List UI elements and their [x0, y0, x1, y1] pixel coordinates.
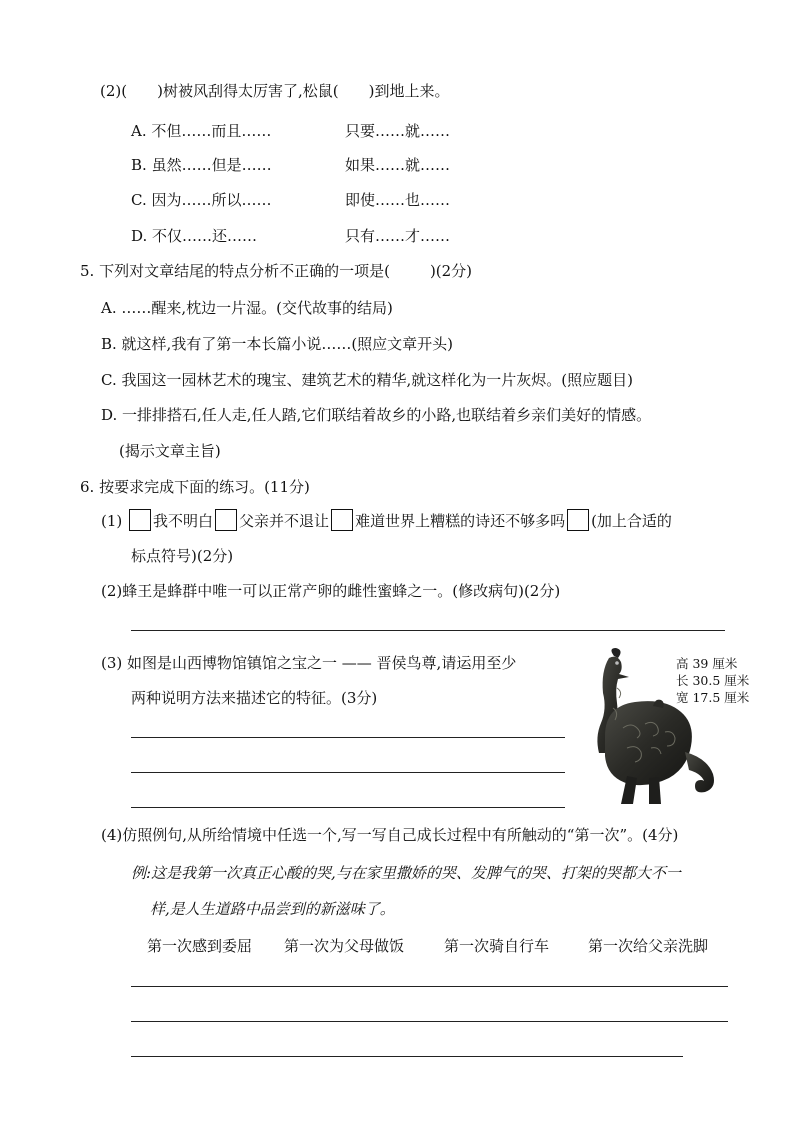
sentence-segment: (加上合适的: [591, 512, 672, 530]
stem-part: )到地上来。: [368, 82, 450, 100]
sentence-segment: 我不明白: [153, 512, 214, 530]
choice-2: 第一次为父母做饭: [284, 937, 405, 955]
option-d: D. 不仅……还……: [131, 227, 258, 245]
q5-option-d: D. 一排排搭石,任人走,任人踏,它们联结着故乡的小路,也联结着乡亲们美好的情感。: [101, 406, 652, 424]
question-4-2-stem: [100, 80, 449, 101]
dimension-height: 高 39 厘米: [676, 656, 738, 671]
punctuation-box[interactable]: [215, 509, 237, 531]
q6-part-4-example-line2: 样,是人生道路中品尝到的新滋味了。: [150, 900, 395, 918]
option-c-right: 即使……也……: [345, 191, 451, 209]
option-a-right: 只要……就……: [345, 122, 451, 140]
stem-part: )树被风刮得太厉害了,松鼠(: [157, 82, 339, 100]
answer-line[interactable]: [131, 1021, 728, 1022]
q5-option-b: B. 就这样,我有了第一本长篇小说……(照应文章开头): [101, 335, 454, 353]
sentence-segment: 难道世界上糟糕的诗还不够多吗: [355, 512, 566, 530]
option-c: C. 因为……所以……: [131, 191, 272, 209]
stem-part: )(2分): [429, 262, 473, 280]
q5-option-c: C. 我国这一园林艺术的瑰宝、建筑艺术的精华,就这样化为一片灰烬。(照应题目): [101, 371, 633, 389]
option-a: A. 不但……而且……: [131, 122, 272, 140]
punctuation-box[interactable]: [567, 509, 589, 531]
dimension-width: 宽 17.5 厘米: [676, 690, 750, 705]
choice-4: 第一次给父亲洗脚: [588, 937, 709, 955]
q6-part-4-example-line1: 例:这是我第一次真正心酸的哭,与在家里撒娇的哭、发脾气的哭、打架的哭都大不一: [131, 864, 681, 882]
choice-1: 第一次感到委屈: [147, 937, 253, 955]
dimension-length: 长 30.5 厘米: [676, 673, 750, 688]
q6-part-2: (2)蜂王是蜂群中唯一可以正常产卵的雌性蜜蜂之一。(修改病句)(2分): [101, 582, 561, 600]
q5-option-d-continued: (揭示文章主旨): [119, 442, 221, 460]
stem-part: (2)(: [100, 82, 128, 100]
part-number: (1): [101, 512, 123, 530]
choice-3: 第一次骑自行车: [444, 937, 550, 955]
sentence-segment: 父亲并不退让: [239, 512, 330, 530]
q5-option-a: A. ……醒来,枕边一片湿。(交代故事的结局): [101, 299, 393, 317]
punctuation-box[interactable]: [331, 509, 353, 531]
option-b-right: 如果……就……: [345, 156, 451, 174]
question-5-stem: [80, 260, 472, 281]
question-6-stem: 6. 按要求完成下面的练习。(11分): [80, 478, 310, 496]
answer-line[interactable]: [131, 772, 565, 773]
q6-part-3-line1: (3) 如图是山西博物馆镇馆之宝之一 —— 晋侯鸟尊,请运用至少: [101, 654, 517, 672]
stem-part: 5. 下列对文章结尾的特点分析不正确的一项是(: [80, 262, 390, 280]
option-b: B. 虽然……但是……: [131, 156, 272, 174]
answer-line[interactable]: [131, 807, 565, 808]
q6-part-1: [101, 509, 672, 531]
q6-part-3-line2: 两种说明方法来描述它的特征。(3分): [131, 689, 378, 707]
answer-line[interactable]: [131, 630, 725, 631]
option-d-right: 只有……才……: [345, 227, 451, 245]
q6-part-1-continued: 标点符号)(2分): [131, 547, 234, 565]
answer-line[interactable]: [131, 1056, 683, 1057]
answer-line[interactable]: [131, 986, 728, 987]
answer-line[interactable]: [131, 737, 565, 738]
punctuation-box[interactable]: [129, 509, 151, 531]
q6-part-4-stem: (4)仿照例句,从所给情境中任选一个,写一写自己成长过程中有所触动的“第一次”。(4分): [101, 826, 679, 844]
